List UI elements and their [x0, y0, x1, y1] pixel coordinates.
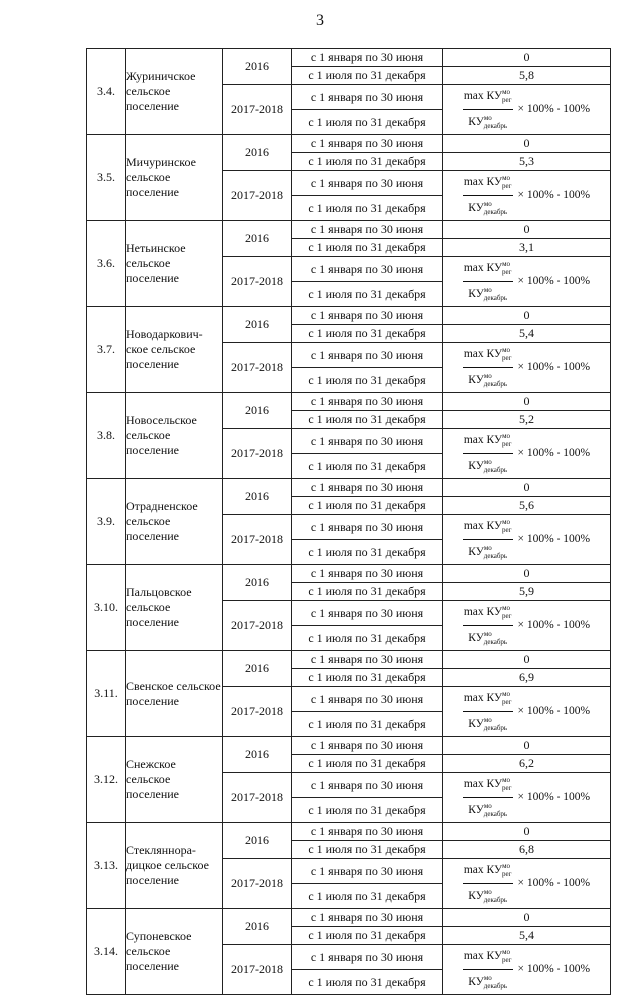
formula-cell — [443, 945, 611, 995]
period-cell: с 1 июля по 31 декабря — [292, 196, 443, 221]
value-cell: 5,6 — [443, 497, 611, 515]
settlement-name: Журиничское сельское поселение — [126, 49, 223, 135]
year-cell: 2017-2018 — [223, 515, 292, 565]
formula-denominator — [468, 626, 507, 650]
section-number: 3.5. — [87, 135, 126, 221]
period-cell: с 1 июля по 31 декабря — [292, 927, 443, 945]
period-cell: с 1 января по 30 июня — [292, 307, 443, 325]
period-cell: с 1 июля по 31 декабря — [292, 841, 443, 859]
period-cell: с 1 января по 30 июня — [292, 687, 443, 712]
value-cell: 6,2 — [443, 755, 611, 773]
section-number: 3.14. — [87, 909, 126, 995]
year-cell: 2017-2018 — [223, 171, 292, 221]
numerator-sub: рег — [502, 870, 512, 878]
formula-tail: × 100% - 100% — [517, 189, 591, 201]
year-cell: 2017-2018 — [223, 429, 292, 479]
value-cell: 0 — [443, 651, 611, 669]
denominator-sup: мо — [483, 716, 492, 724]
formula-fraction — [463, 343, 513, 392]
formula-numerator — [463, 859, 513, 884]
numerator-text: max КУ — [463, 692, 503, 704]
denominator-sub: декабрь — [483, 208, 508, 216]
formula-fraction — [463, 429, 513, 478]
period-cell: с 1 января по 30 июня — [292, 171, 443, 196]
settlement-name: Супоневское сельское поселение — [126, 909, 223, 995]
formula-cell — [443, 85, 611, 135]
period-cell: с 1 января по 30 июня — [292, 651, 443, 669]
denominator-text: КУ — [468, 890, 484, 902]
table-row — [87, 909, 611, 927]
numerator-sub: рег — [502, 182, 512, 190]
numerator-text: max КУ — [463, 778, 503, 790]
formula-tail: × 100% - 100% — [517, 103, 591, 115]
period-cell: с 1 января по 30 июня — [292, 257, 443, 282]
settlement-name: Отрадненское сельское поселение — [126, 479, 223, 565]
page-number: 3 — [316, 12, 324, 29]
period-cell: с 1 июля по 31 декабря — [292, 540, 443, 565]
section-number: 3.4. — [87, 49, 126, 135]
formula-cell — [443, 171, 611, 221]
settlement-name: Стекляннора-дицкое сельское поселение — [126, 823, 223, 909]
formula-numerator — [463, 171, 513, 196]
formula-denominator — [468, 798, 507, 822]
numerator-sub: рег — [502, 698, 512, 706]
denominator-text: КУ — [468, 804, 484, 816]
value-cell: 0 — [443, 135, 611, 153]
growth-formula — [463, 85, 590, 134]
denominator-sub: декабрь — [483, 638, 508, 646]
denominator-text: КУ — [468, 116, 484, 128]
numerator-sub: рег — [502, 440, 512, 448]
period-cell: с 1 июля по 31 декабря — [292, 798, 443, 823]
growth-formula — [463, 601, 590, 650]
value-cell: 3,1 — [443, 239, 611, 257]
denominator-text: КУ — [468, 976, 484, 988]
denominator-sub: декабрь — [483, 810, 508, 818]
numerator-text: max КУ — [463, 176, 503, 188]
formula-numerator — [463, 429, 513, 454]
period-cell: с 1 июля по 31 декабря — [292, 110, 443, 135]
denominator-sub: декабрь — [483, 724, 508, 732]
period-cell: с 1 января по 30 июня — [292, 515, 443, 540]
growth-formula — [463, 687, 590, 736]
numerator-text: max КУ — [463, 950, 503, 962]
section-number: 3.8. — [87, 393, 126, 479]
table-row — [87, 737, 611, 755]
value-cell: 5,4 — [443, 927, 611, 945]
formula-fraction — [463, 687, 513, 736]
formula-denominator — [468, 368, 507, 392]
section-number: 3.9. — [87, 479, 126, 565]
formula-denominator — [468, 454, 507, 478]
period-cell: с 1 июля по 31 декабря — [292, 368, 443, 393]
formula-denominator — [468, 970, 507, 994]
numerator-sup: мо — [502, 948, 511, 956]
numerator-sup: мо — [502, 862, 511, 870]
formula-numerator — [463, 601, 513, 626]
section-number: 3.7. — [87, 307, 126, 393]
period-cell: с 1 января по 30 июня — [292, 135, 443, 153]
denominator-sub: декабрь — [483, 380, 508, 388]
numerator-sub: рег — [502, 956, 512, 964]
table-row — [87, 479, 611, 497]
numerator-sup: мо — [502, 174, 511, 182]
table-row — [87, 651, 611, 669]
denominator-sub: декабрь — [483, 896, 508, 904]
denominator-sup: мо — [483, 544, 492, 552]
denominator-text: КУ — [468, 632, 484, 644]
denominator-sup: мо — [483, 200, 492, 208]
denominator-sup: мо — [483, 888, 492, 896]
denominator-sub: декабрь — [483, 552, 508, 560]
value-cell: 5,4 — [443, 325, 611, 343]
numerator-text: max КУ — [463, 434, 503, 446]
denominator-text: КУ — [468, 288, 484, 300]
value-cell: 0 — [443, 479, 611, 497]
year-cell: 2017-2018 — [223, 945, 292, 995]
numerator-text: max КУ — [463, 348, 503, 360]
numerator-sup: мо — [502, 518, 511, 526]
value-cell: 5,8 — [443, 67, 611, 85]
value-cell: 5,2 — [443, 411, 611, 429]
value-cell: 6,9 — [443, 669, 611, 687]
denominator-sub: декабрь — [483, 122, 508, 130]
numerator-sup: мо — [502, 432, 511, 440]
growth-formula — [463, 343, 590, 392]
formula-cell — [443, 257, 611, 307]
growth-formula — [463, 859, 590, 908]
formula-denominator — [468, 282, 507, 306]
formula-tail: × 100% - 100% — [517, 877, 591, 889]
denominator-sup: мо — [483, 372, 492, 380]
period-cell: с 1 января по 30 июня — [292, 343, 443, 368]
value-cell: 6,8 — [443, 841, 611, 859]
value-cell: 0 — [443, 823, 611, 841]
growth-formula — [463, 515, 590, 564]
table-row — [87, 307, 611, 325]
value-cell: 0 — [443, 565, 611, 583]
year-cell: 2016 — [223, 651, 292, 687]
formula-numerator — [463, 945, 513, 970]
period-cell: с 1 января по 30 июня — [292, 221, 443, 239]
value-cell: 0 — [443, 737, 611, 755]
period-cell: с 1 января по 30 июня — [292, 393, 443, 411]
period-cell: с 1 июля по 31 декабря — [292, 626, 443, 651]
denominator-sub: декабрь — [483, 466, 508, 474]
formula-fraction — [463, 85, 513, 134]
growth-formula — [463, 171, 590, 220]
value-cell: 0 — [443, 909, 611, 927]
formula-cell — [443, 601, 611, 651]
section-number: 3.12. — [87, 737, 126, 823]
period-cell: с 1 июля по 31 декабря — [292, 712, 443, 737]
formula-cell — [443, 429, 611, 479]
formula-denominator — [468, 540, 507, 564]
formula-numerator — [463, 773, 513, 798]
formula-cell — [443, 773, 611, 823]
settlement-name: Новосельское сельское поселение — [126, 393, 223, 479]
numerator-sub: рег — [502, 612, 512, 620]
numerator-text: max КУ — [463, 520, 503, 532]
formula-fraction — [463, 945, 513, 994]
formula-fraction — [463, 515, 513, 564]
formula-tail: × 100% - 100% — [517, 275, 591, 287]
period-cell: с 1 июля по 31 декабря — [292, 669, 443, 687]
year-cell: 2017-2018 — [223, 773, 292, 823]
year-cell: 2016 — [223, 909, 292, 945]
year-cell: 2017-2018 — [223, 601, 292, 651]
denominator-sup: мо — [483, 458, 492, 466]
period-cell: с 1 июля по 31 декабря — [292, 325, 443, 343]
year-cell: 2016 — [223, 221, 292, 257]
table-row — [87, 565, 611, 583]
section-number: 3.11. — [87, 651, 126, 737]
year-cell: 2016 — [223, 565, 292, 601]
growth-formula — [463, 773, 590, 822]
table-row — [87, 393, 611, 411]
year-cell: 2016 — [223, 823, 292, 859]
period-cell: с 1 июля по 31 декабря — [292, 970, 443, 995]
numerator-sub: рег — [502, 784, 512, 792]
numerator-sup: мо — [502, 690, 511, 698]
value-cell: 0 — [443, 393, 611, 411]
numerator-sup: мо — [502, 776, 511, 784]
value-cell: 5,9 — [443, 583, 611, 601]
formula-fraction — [463, 171, 513, 220]
settlement-name: Нетьинское сельское поселение — [126, 221, 223, 307]
period-cell: с 1 июля по 31 декабря — [292, 239, 443, 257]
period-cell: с 1 января по 30 июня — [292, 773, 443, 798]
year-cell: 2016 — [223, 49, 292, 85]
year-cell: 2017-2018 — [223, 687, 292, 737]
period-cell: с 1 июля по 31 декабря — [292, 884, 443, 909]
formula-numerator — [463, 343, 513, 368]
year-cell: 2016 — [223, 135, 292, 171]
growth-formula — [463, 257, 590, 306]
growth-formula — [463, 945, 590, 994]
settlement-name: Снежское сельское поселение — [126, 737, 223, 823]
tariff-table — [86, 48, 611, 995]
denominator-sup: мо — [483, 802, 492, 810]
period-cell: с 1 января по 30 июня — [292, 565, 443, 583]
value-cell: 5,3 — [443, 153, 611, 171]
formula-fraction — [463, 601, 513, 650]
formula-tail: × 100% - 100% — [517, 361, 591, 373]
formula-cell — [443, 343, 611, 393]
settlement-name: Мичуринское сельское поселение — [126, 135, 223, 221]
period-cell: с 1 января по 30 июня — [292, 859, 443, 884]
formula-cell — [443, 687, 611, 737]
period-cell: с 1 января по 30 июня — [292, 823, 443, 841]
settlement-name: Пальцовское сельское поселение — [126, 565, 223, 651]
period-cell: с 1 июля по 31 декабря — [292, 497, 443, 515]
period-cell: с 1 июля по 31 декабря — [292, 755, 443, 773]
numerator-sup: мо — [502, 260, 511, 268]
year-cell: 2017-2018 — [223, 343, 292, 393]
section-number: 3.10. — [87, 565, 126, 651]
table-row — [87, 49, 611, 67]
numerator-text: max КУ — [463, 262, 503, 274]
value-cell: 0 — [443, 307, 611, 325]
denominator-sub: декабрь — [483, 982, 508, 990]
value-cell: 0 — [443, 49, 611, 67]
period-cell: с 1 июля по 31 декабря — [292, 153, 443, 171]
formula-numerator — [463, 515, 513, 540]
denominator-text: КУ — [468, 546, 484, 558]
formula-fraction — [463, 859, 513, 908]
period-cell: с 1 января по 30 июня — [292, 49, 443, 67]
period-cell: с 1 января по 30 июня — [292, 945, 443, 970]
period-cell: с 1 июля по 31 декабря — [292, 67, 443, 85]
denominator-sup: мо — [483, 974, 492, 982]
year-cell: 2017-2018 — [223, 257, 292, 307]
formula-tail: × 100% - 100% — [517, 619, 591, 631]
period-cell: с 1 января по 30 июня — [292, 909, 443, 927]
formula-numerator — [463, 257, 513, 282]
formula-numerator — [463, 687, 513, 712]
formula-denominator — [468, 884, 507, 908]
denominator-sup: мо — [483, 286, 492, 294]
period-cell: с 1 июля по 31 декабря — [292, 282, 443, 307]
year-cell: 2016 — [223, 737, 292, 773]
table-row — [87, 135, 611, 153]
denominator-sup: мо — [483, 114, 492, 122]
formula-tail: × 100% - 100% — [517, 791, 591, 803]
year-cell: 2017-2018 — [223, 85, 292, 135]
formula-tail: × 100% - 100% — [517, 705, 591, 717]
denominator-sup: мо — [483, 630, 492, 638]
settlement-name: Свенское сельское поселение — [126, 651, 223, 737]
numerator-sub: рег — [502, 268, 512, 276]
settlement-name: Новодаркович-ское сельское поселение — [126, 307, 223, 393]
period-cell: с 1 января по 30 июня — [292, 479, 443, 497]
numerator-sup: мо — [502, 88, 511, 96]
denominator-text: КУ — [468, 718, 484, 730]
numerator-text: max КУ — [463, 606, 503, 618]
formula-denominator — [468, 196, 507, 220]
formula-tail: × 100% - 100% — [517, 963, 591, 975]
period-cell: с 1 июля по 31 декабря — [292, 454, 443, 479]
denominator-text: КУ — [468, 202, 484, 214]
table-row — [87, 221, 611, 239]
section-number: 3.13. — [87, 823, 126, 909]
year-cell: 2016 — [223, 393, 292, 429]
numerator-text: max КУ — [463, 864, 503, 876]
formula-tail: × 100% - 100% — [517, 447, 591, 459]
denominator-sub: декабрь — [483, 294, 508, 302]
growth-formula — [463, 429, 590, 478]
formula-numerator — [463, 85, 513, 110]
numerator-text: max КУ — [463, 90, 503, 102]
numerator-sup: мо — [502, 346, 511, 354]
denominator-text: КУ — [468, 374, 484, 386]
formula-cell — [443, 859, 611, 909]
numerator-sub: рег — [502, 526, 512, 534]
formula-tail: × 100% - 100% — [517, 533, 591, 545]
period-cell: с 1 января по 30 июня — [292, 737, 443, 755]
formula-denominator — [468, 110, 507, 134]
formula-denominator — [468, 712, 507, 736]
period-cell: с 1 января по 30 июня — [292, 429, 443, 454]
year-cell: 2017-2018 — [223, 859, 292, 909]
section-number: 3.6. — [87, 221, 126, 307]
table-row — [87, 823, 611, 841]
formula-fraction — [463, 257, 513, 306]
formula-cell — [443, 515, 611, 565]
year-cell: 2016 — [223, 307, 292, 343]
value-cell: 0 — [443, 221, 611, 239]
denominator-text: КУ — [468, 460, 484, 472]
numerator-sub: рег — [502, 96, 512, 104]
numerator-sub: рег — [502, 354, 512, 362]
period-cell: с 1 января по 30 июня — [292, 601, 443, 626]
period-cell: с 1 июля по 31 декабря — [292, 411, 443, 429]
period-cell: с 1 января по 30 июня — [292, 85, 443, 110]
formula-fraction — [463, 773, 513, 822]
period-cell: с 1 июля по 31 декабря — [292, 583, 443, 601]
numerator-sup: мо — [502, 604, 511, 612]
year-cell: 2016 — [223, 479, 292, 515]
